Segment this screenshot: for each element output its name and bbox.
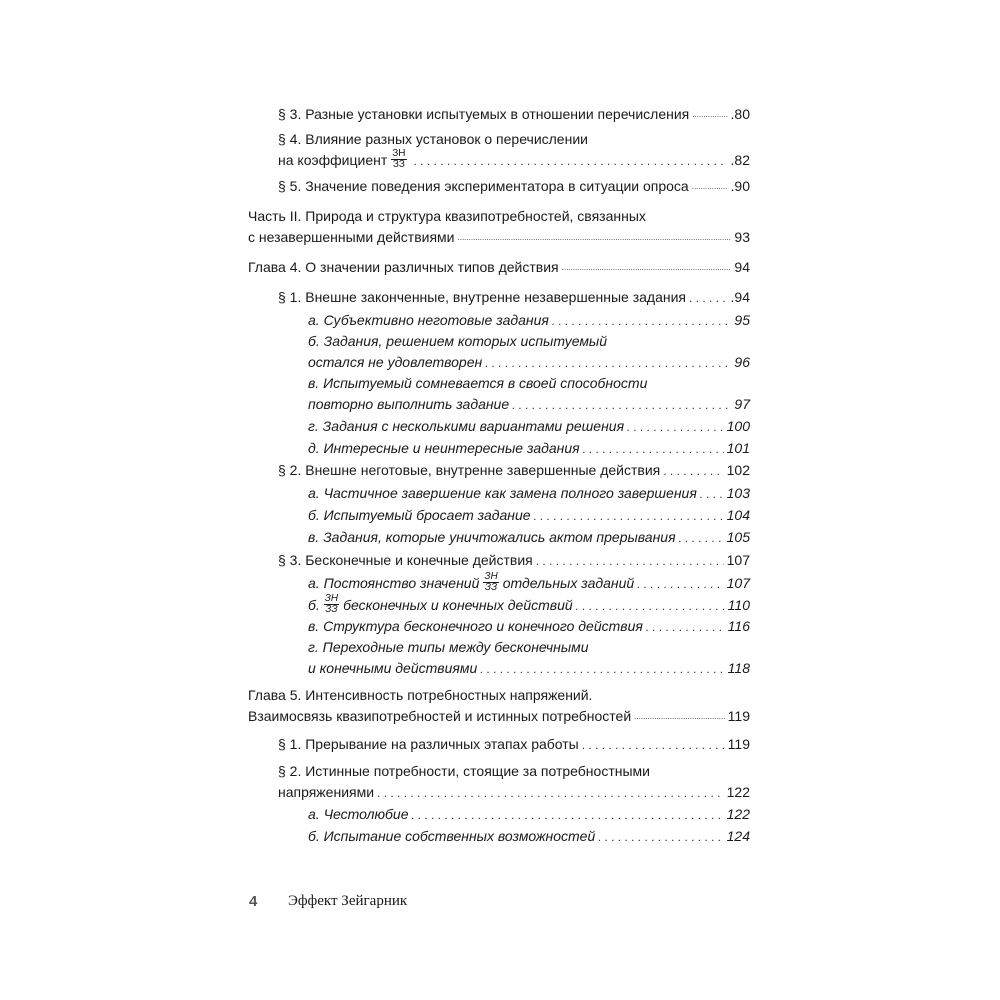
- dot-leader: [583, 445, 724, 453]
- toc-entry: [308, 372, 750, 414]
- toc-page-number: .80: [730, 106, 750, 122]
- dot-leader: [692, 111, 727, 119]
- page-number: 4: [249, 893, 258, 910]
- toc-entry-title: § 1. Внешне законченные, внутренне незавершенные задания: [278, 289, 686, 305]
- toc-page-number: 93: [734, 229, 750, 245]
- dot-leader: [458, 234, 732, 242]
- toc-entry-title: б. Задания, решением которых испытуемый: [308, 333, 608, 349]
- running-footer-title: Эффект Зейгарник: [288, 893, 408, 909]
- dot-leader: [480, 665, 724, 673]
- toc-page-number: 124: [726, 828, 750, 844]
- toc-entry-title: § 4. Влияние разных установок о перечислении: [278, 131, 588, 147]
- dot-leader: [582, 741, 725, 749]
- dot-leader: [679, 534, 724, 542]
- toc-entry-title: § 3. Разные установки испытуемых в отношении перечисления: [278, 106, 690, 122]
- dot-leader: [663, 467, 723, 475]
- toc-entry-title: Часть II. Природа и структура квазипотребностей, связанных: [248, 208, 646, 224]
- toc-entry: [278, 286, 750, 307]
- toc-page-number: 107: [726, 552, 750, 568]
- toc-page-number: 102: [726, 462, 750, 478]
- toc-entry-title: на коэффициент: [278, 152, 388, 168]
- toc-page-number: 119: [727, 736, 750, 752]
- toc-page-number: 100: [726, 418, 750, 434]
- dot-leader: [534, 512, 724, 520]
- fraction-symbol: $\frac{ЗН}{ЗЗ}$: [484, 571, 498, 593]
- toc-page-number: 104: [726, 507, 750, 523]
- toc-page-number: 118: [727, 660, 750, 676]
- toc-entry-title: отдельных заданий: [502, 575, 635, 591]
- toc-page-number: 110: [727, 597, 750, 613]
- toc-entry: [308, 636, 750, 678]
- dot-leader: [562, 264, 732, 272]
- toc-entry: [308, 526, 750, 547]
- dot-leader: [377, 789, 724, 797]
- toc-page-number: 122: [726, 806, 750, 822]
- dot-leader: [576, 602, 725, 610]
- toc-entry-title: а. Честолюбие: [308, 806, 409, 822]
- dot-leader: [552, 317, 732, 325]
- toc-entry: [278, 175, 750, 196]
- dot-leader: [414, 157, 728, 165]
- toc-entry-title: в. Испытуемый сомневается в своей способности: [308, 375, 648, 391]
- toc-entry-title: в. Структура бесконечного и конечного действия: [308, 618, 643, 634]
- toc-entry-title: напряжениями: [278, 784, 375, 800]
- toc-entry-title: б.: [308, 597, 320, 613]
- toc-entry-title: а. Частичное завершение как замена полного завершения: [308, 485, 697, 501]
- toc-entry: [308, 309, 750, 330]
- dot-leader: [637, 580, 723, 588]
- toc-page-number: .82: [730, 152, 750, 168]
- toc-entry: [308, 803, 750, 824]
- toc-entry: [278, 128, 750, 170]
- toc-entry: [278, 459, 750, 480]
- toc-entry: [308, 825, 750, 846]
- dot-leader: [700, 490, 724, 498]
- toc-page-number: 94: [734, 259, 750, 275]
- toc-entry: [308, 437, 750, 458]
- toc-page-number: 116: [727, 618, 750, 634]
- toc-page-number: 95: [734, 312, 750, 328]
- toc-page-number: 103: [726, 485, 750, 501]
- toc-entry-title: с незавершенными действиями: [248, 229, 455, 245]
- toc-entry: [308, 615, 750, 636]
- toc-entry-title: б. Испытание собственных возможностей: [308, 828, 596, 844]
- toc-entry-title: § 1. Прерывание на различных этапах работы: [278, 736, 579, 752]
- toc-entry-title: и конечными действиями: [308, 660, 478, 676]
- toc-entry-title: Взаимосвязь квазипотребностей и истинных потребностей: [248, 708, 632, 724]
- toc-entry-title: остался не удовлетворен: [308, 354, 483, 370]
- dot-leader: [646, 623, 725, 631]
- toc-entry: [278, 549, 750, 570]
- toc-entry: [248, 205, 750, 247]
- toc-entry-title: в. Задания, которые уничтожались актом прерывания: [308, 529, 676, 545]
- dot-leader: [411, 811, 723, 819]
- toc-page-number: .90: [730, 178, 750, 194]
- dot-leader: [512, 401, 731, 409]
- toc-entry-title: а. Субъективно неготовые задания: [308, 312, 549, 328]
- toc-entry: [308, 415, 750, 436]
- toc-entry: [248, 256, 750, 277]
- toc-page-number: 119: [727, 708, 750, 724]
- toc-entry: [308, 330, 750, 372]
- toc-page-number: .94: [730, 289, 750, 305]
- toc-page-number: 101: [726, 440, 750, 456]
- toc-entry: [248, 684, 750, 726]
- toc-page-number: 96: [734, 354, 750, 370]
- toc-entry: [278, 733, 750, 754]
- toc-entry-title: Глава 4. О значении различных типов действия: [248, 259, 559, 275]
- toc-page-number: 97: [734, 396, 750, 412]
- toc-entry: [278, 103, 750, 124]
- toc-entry-title: бесконечных и конечных действий: [343, 597, 573, 613]
- toc-entry-title: д. Интересные и неинтересные задания: [308, 440, 580, 456]
- fraction-symbol: $\frac{ЗН}{ЗЗ}$: [392, 148, 406, 170]
- dot-leader: [598, 833, 723, 841]
- dot-leader: [689, 294, 728, 302]
- toc-entry-title: повторно выполнить задание: [308, 396, 510, 412]
- toc-entry-title: б. Испытуемый бросает задание: [308, 507, 531, 523]
- toc-entry-title: § 2. Внешне неготовые, внутренне завершенные действия: [278, 462, 661, 478]
- toc-entry-title: § 5. Значение поведения экспериментатора в ситуации опроса: [278, 178, 689, 194]
- toc-page-number: 105: [726, 529, 750, 545]
- dot-leader: [536, 557, 724, 565]
- fraction-symbol: $\frac{ЗН}{ЗЗ}$: [324, 593, 339, 615]
- toc-entry-title: г. Переходные типы между бесконечными: [308, 639, 589, 655]
- dot-leader: [692, 183, 728, 191]
- toc-entry: [308, 572, 750, 593]
- toc-entry-title: а. Постоянство значений: [308, 575, 480, 591]
- toc-entry: [278, 760, 750, 802]
- toc-entry-title: Глава 5. Интенсивность потребностных напряжений.: [248, 687, 593, 703]
- toc-page-number: 122: [726, 784, 750, 800]
- toc-entry-title: § 3. Бесконечные и конечные действия: [278, 552, 533, 568]
- toc-entry-title: § 2. Истинные потребности, стоящие за потребностными: [278, 763, 650, 779]
- toc-entry: [308, 482, 750, 503]
- dot-leader: [627, 423, 724, 431]
- toc-page-number: 107: [726, 575, 750, 591]
- toc-entry: [308, 504, 750, 525]
- dot-leader: [634, 713, 725, 721]
- toc-entry: [308, 594, 750, 615]
- dot-leader: [485, 359, 731, 367]
- toc-entry-title: г. Задания с несколькими вариантами решения: [308, 418, 625, 434]
